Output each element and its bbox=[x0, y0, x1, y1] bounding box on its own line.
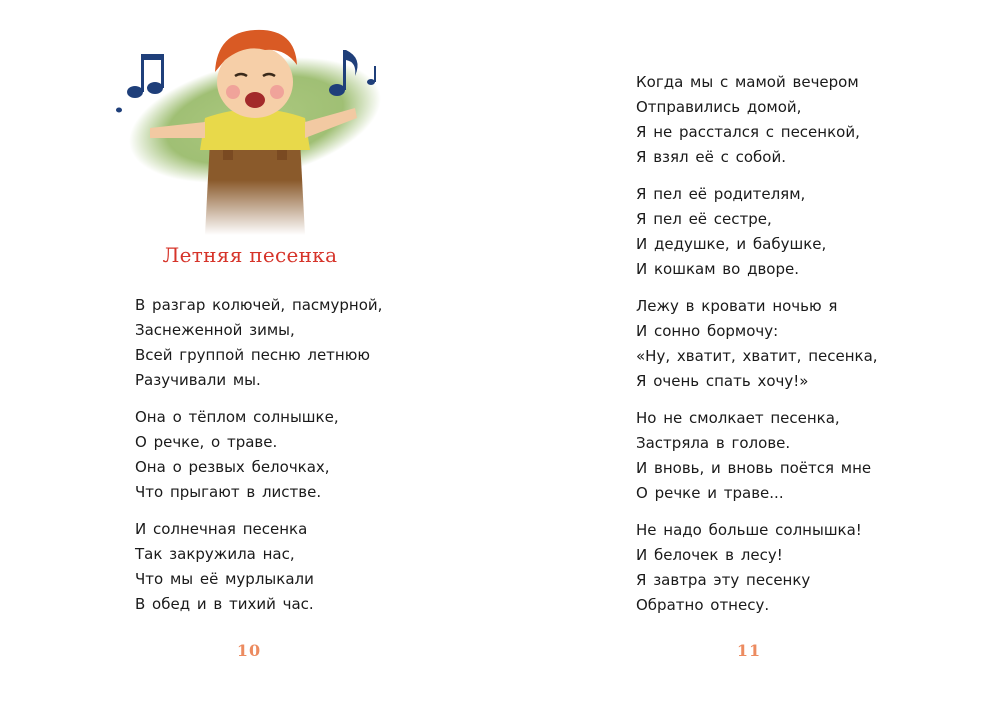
poem-line: В разгар колючей, пасмурной, bbox=[135, 296, 383, 314]
page-number-right: 11 bbox=[736, 641, 762, 660]
poem-line: Лежу в кровати ночью я bbox=[636, 297, 838, 315]
poem-line: Она о тёплом солнышке, bbox=[135, 408, 339, 426]
stanza bbox=[636, 406, 878, 506]
music-note-icon bbox=[127, 54, 164, 98]
poem-line: В обед и в тихий час. bbox=[135, 595, 314, 613]
poem-line: Заснеженной зимы, bbox=[135, 321, 295, 339]
poem-line: И сонно бормочу: bbox=[636, 322, 779, 340]
poem-left-column bbox=[135, 293, 382, 629]
poem-line: «Ну, хватит, хватит, песенка, bbox=[636, 347, 878, 365]
poem-line: Но не смолкает песенка, bbox=[636, 409, 840, 427]
poem-line: И кошкам во дворе. bbox=[636, 260, 799, 278]
poem-line: И дедушке, и бабушке, bbox=[636, 235, 827, 253]
stanza bbox=[636, 294, 878, 394]
poem-line: Она о резвых белочках, bbox=[135, 458, 330, 476]
boy-mouth bbox=[245, 92, 265, 108]
poem-line: Застряла в голове. bbox=[636, 434, 791, 452]
poem-line: Я пел её родителям, bbox=[636, 185, 806, 203]
poem-line: Разучивали мы. bbox=[135, 371, 261, 389]
music-note-icon bbox=[116, 108, 122, 113]
stanza bbox=[135, 517, 382, 617]
poem-line: Обратно отнесу. bbox=[636, 596, 770, 614]
right-page bbox=[500, 0, 1000, 727]
poem-line: О речке, о траве. bbox=[135, 433, 278, 451]
poem-line: Так закружила нас, bbox=[135, 545, 295, 563]
poem-line: И солнечная песенка bbox=[135, 520, 308, 538]
poem-title: Летняя песенка bbox=[162, 243, 338, 267]
stanza bbox=[636, 70, 878, 170]
poem-line: И вновь, и вновь поётся мне bbox=[636, 459, 872, 477]
poem-line: Что мы её мурлыкали bbox=[135, 570, 314, 588]
poem-line: Отправились домой, bbox=[636, 98, 802, 116]
poem-line: Я завтра эту песенку bbox=[636, 571, 811, 589]
page-number-left: 10 bbox=[236, 641, 262, 660]
stanza bbox=[636, 518, 878, 618]
poem-line: Я пел её сестре, bbox=[636, 210, 772, 228]
poem-line: Когда мы с мамой вечером bbox=[636, 73, 859, 91]
poem-line: Я очень спать хочу!» bbox=[636, 372, 809, 390]
poem-line: Я взял её с собой. bbox=[636, 148, 786, 166]
poem-line: О речке и траве... bbox=[636, 484, 784, 502]
poem-line: И белочек в лесу! bbox=[636, 546, 783, 564]
stanza bbox=[135, 293, 382, 393]
poem-line: Я не расстался с песенкой, bbox=[636, 123, 860, 141]
poem-line: Не надо больше солнышка! bbox=[636, 521, 862, 539]
poem-line: Что прыгают в листве. bbox=[135, 483, 322, 501]
poem-line: Всей группой песню летнюю bbox=[135, 346, 370, 364]
singing-boy-illustration bbox=[105, 10, 405, 235]
stanza bbox=[636, 182, 878, 282]
poem-right-column bbox=[636, 70, 878, 630]
stanza bbox=[135, 405, 382, 505]
